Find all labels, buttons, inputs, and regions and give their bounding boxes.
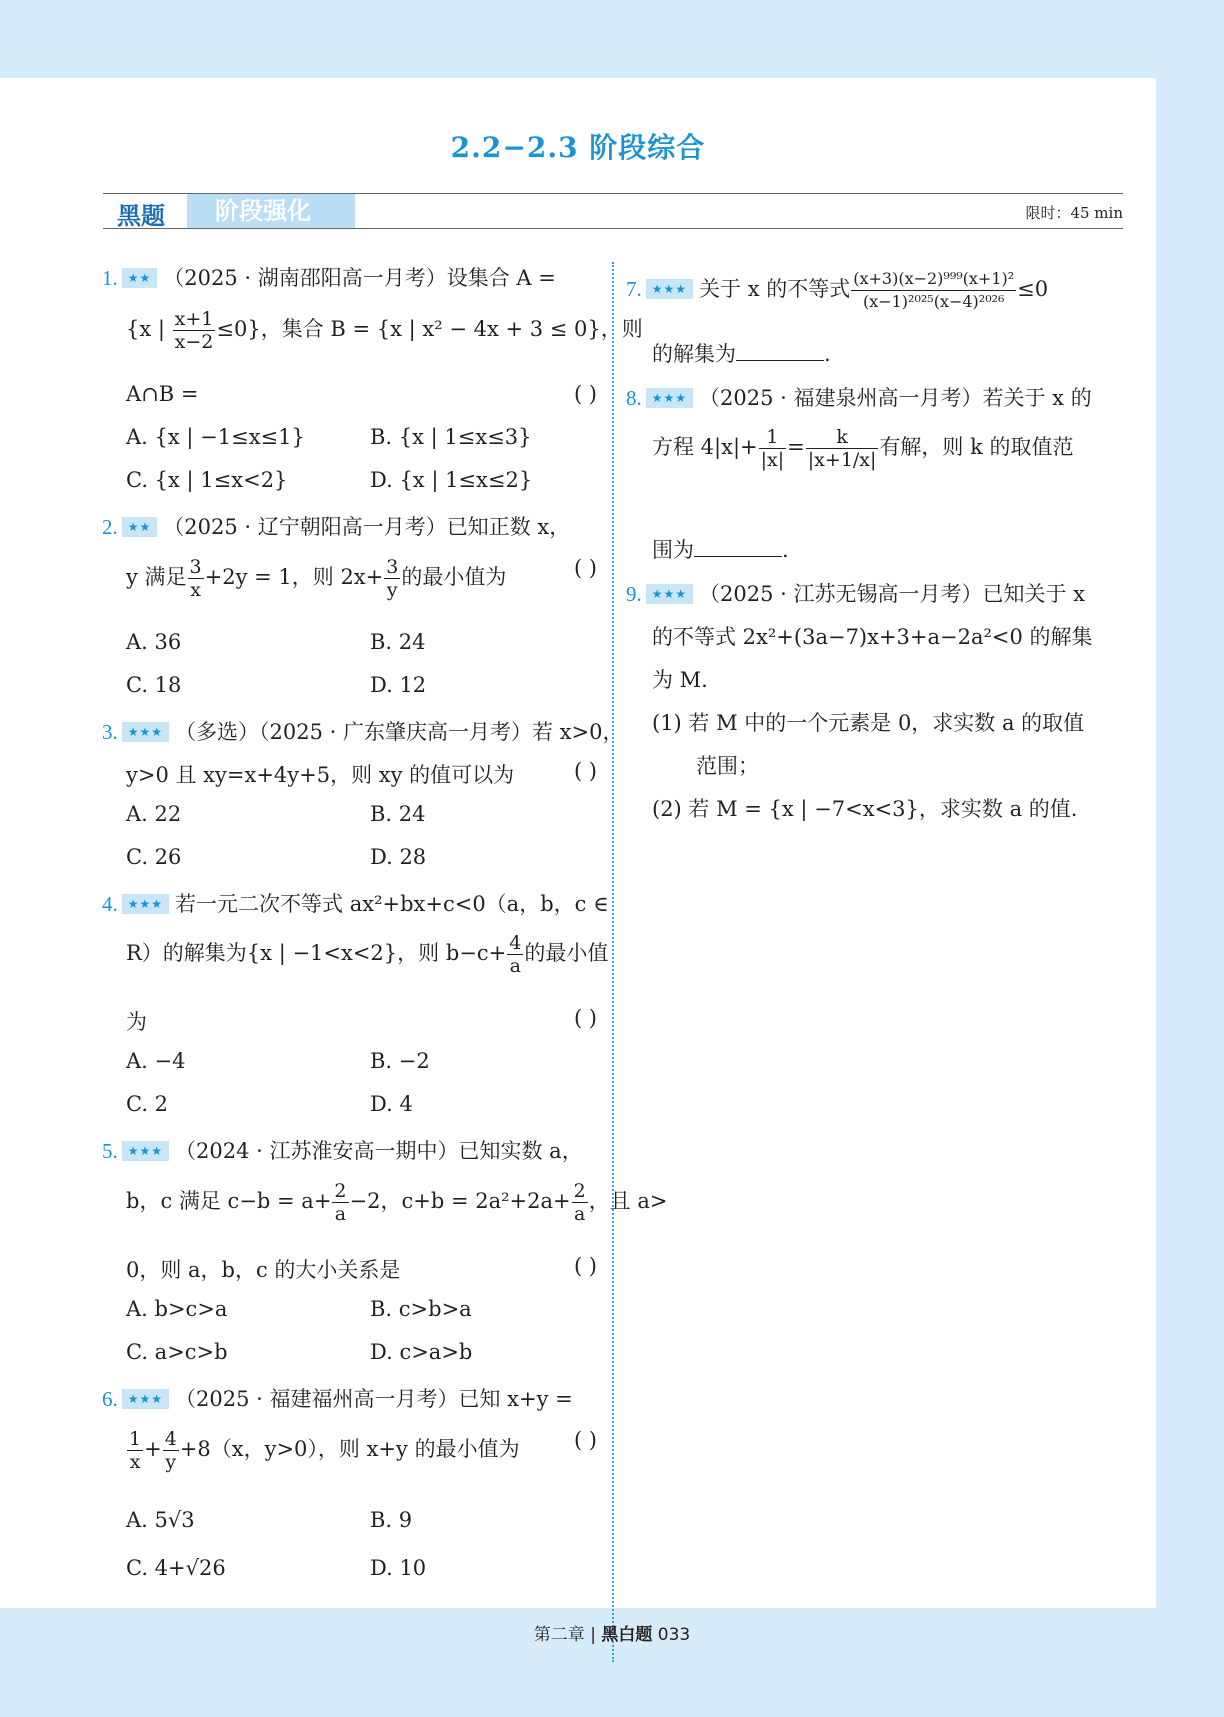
difficulty-stars: ★★★	[122, 1141, 169, 1161]
question-8: 8. ★★★ （2025 · 福建泉州高一月考）若关于 x 的	[626, 386, 1092, 410]
banner-black-label: 黑题	[117, 202, 165, 230]
option-c: C. {x | 1≤x<2}	[126, 468, 288, 492]
question-2: 2. ★★ （2025 · 辽宁朝阳高一月考）已知正数 x，	[102, 515, 571, 539]
option-d: D. {x | 1≤x≤2}	[370, 468, 533, 492]
difficulty-stars: ★★★	[122, 1389, 169, 1409]
answer-blank	[736, 360, 824, 361]
question-7: 7. ★★★ 关于 x 的不等式 $\frac{\text{(x+3)(x−2)⁹⁹⁹(x+1)²}}{\text{(x−1)²⁰²⁵(x−4)²⁰²⁶}}$ ≤0	[626, 269, 1049, 311]
difficulty-stars: ★★	[122, 517, 158, 537]
difficulty-stars: ★★★	[646, 388, 693, 408]
difficulty-stars: ★★	[122, 268, 158, 288]
question-4: 4. ★★★ 若一元二次不等式 ax²+bx+c<0（a，b，c ∈	[102, 892, 609, 916]
section-title: 2.2−2.3 阶段综合	[450, 131, 706, 164]
difficulty-stars: ★★★	[122, 894, 169, 914]
banner-blue-label: 阶段强化	[187, 194, 355, 228]
question-5: 5. ★★★ （2024 · 江苏淮安高一期中）已知实数 a，	[102, 1139, 583, 1163]
question-9: 9. ★★★ （2025 · 江苏无锡高一月考）已知关于 x	[626, 582, 1086, 606]
section-banner	[103, 193, 1123, 229]
answer-paren: ( )	[573, 382, 597, 406]
question-6: 6. ★★★ （2025 · 福建福州高一月考）已知 x+y =	[102, 1387, 573, 1411]
page-footer: 第二章 | 黑白题 033	[533, 1625, 691, 1645]
difficulty-stars: ★★★	[646, 279, 693, 299]
question-1: 1. ★★ （2025 · 湖南邵阳高一月考）设集合 A =	[102, 266, 556, 290]
column-divider	[612, 262, 614, 1662]
answer-blank	[694, 556, 782, 557]
difficulty-stars: ★★★	[122, 722, 169, 742]
option-a: A. {x | −1≤x≤1}	[126, 425, 305, 449]
time-limit: 限时：45 min	[1025, 204, 1123, 222]
difficulty-stars: ★★★	[646, 584, 693, 604]
question-3: 3. ★★★ （多选）（2025 · 广东肇庆高一月考）若 x>0，	[102, 720, 624, 744]
option-b: B. {x | 1≤x≤3}	[370, 425, 532, 449]
